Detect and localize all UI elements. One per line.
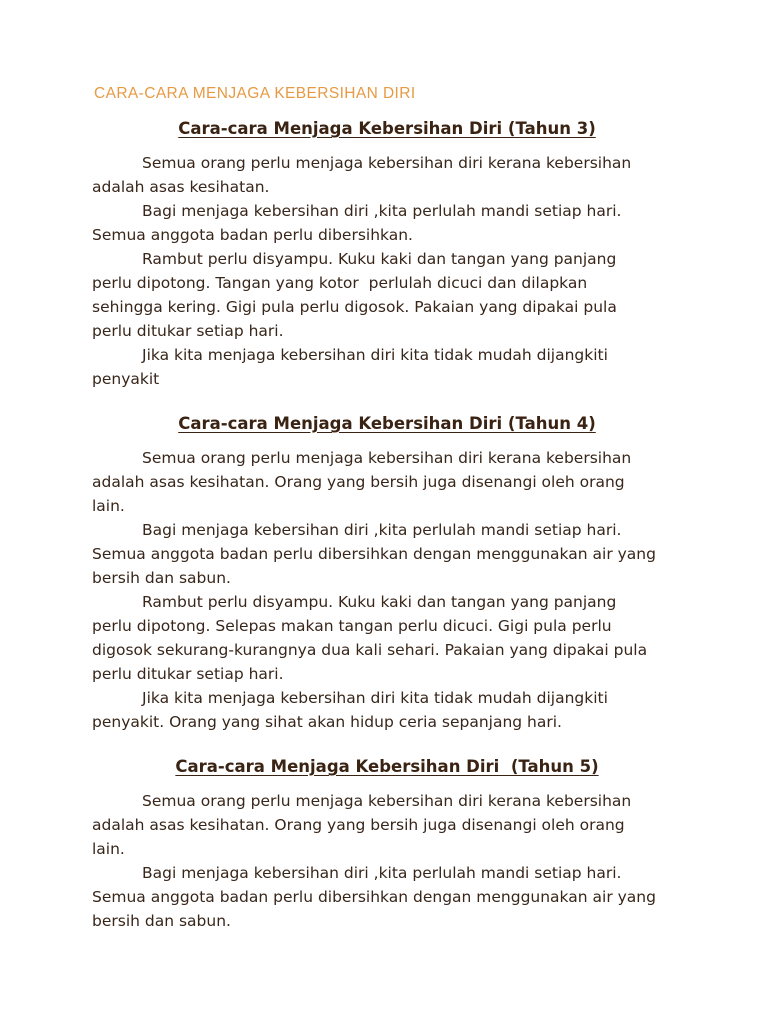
section	[92, 413, 682, 734]
section-heading: Cara-cara Menjaga Kebersihan Diri (Tahun 5)	[175, 757, 599, 776]
paragraph	[92, 199, 682, 247]
text-line: Semua orang perlu menjaga kebersihan diri kerana kebersihan	[142, 154, 632, 172]
paragraph	[92, 590, 682, 686]
text-line: Rambut perlu disyampu. Kuku kaki dan tangan yang panjang	[142, 593, 617, 611]
paragraph	[92, 789, 682, 861]
text-line: adalah asas kesihatan. Orang yang bersih juga disenangi oleh orang	[92, 816, 625, 834]
page-title: CARA-CARA MENJAGA KEBERSIHAN DIRI	[94, 85, 416, 102]
paragraph	[92, 518, 682, 590]
text-line: digosok sekurang-kurangnya dua kali sehari. Pakaian yang dipakai pula	[92, 641, 648, 659]
text-line: penyakit. Orang yang sihat akan hidup ceria sepanjang hari.	[92, 713, 562, 731]
text-line: perlu ditukar setiap hari.	[92, 322, 284, 340]
text-line: Bagi menjaga kebersihan diri ,kita perlulah mandi setiap hari.	[142, 864, 622, 882]
paragraph	[92, 686, 682, 734]
text-line: Semua anggota badan perlu dibersihkan dengan menggunakan air yang	[92, 545, 656, 563]
text-line: lain.	[92, 497, 125, 515]
section	[92, 118, 682, 391]
text-line: Semua orang perlu menjaga kebersihan diri kerana kebersihan	[142, 792, 632, 810]
text-line: Jika kita menjaga kebersihan diri kita tidak mudah dijangkiti	[142, 689, 608, 707]
text-line: Bagi menjaga kebersihan diri ,kita perlulah mandi setiap hari.	[142, 202, 622, 220]
paragraph	[92, 343, 682, 391]
text-line: Semua orang perlu menjaga kebersihan diri kerana kebersihan	[142, 449, 632, 467]
paragraph	[92, 861, 682, 933]
text-line: bersih dan sabun.	[92, 912, 231, 930]
text-line: perlu ditukar setiap hari.	[92, 665, 284, 683]
sections-container	[92, 118, 682, 933]
text-line: adalah asas kesihatan. Orang yang bersih juga disenangi oleh orang	[92, 473, 625, 491]
paragraph	[92, 247, 682, 343]
paragraph	[92, 446, 682, 518]
text-line: Rambut perlu disyampu. Kuku kaki dan tangan yang panjang	[142, 250, 617, 268]
text-line: Bagi menjaga kebersihan diri ,kita perlulah mandi setiap hari.	[142, 521, 622, 539]
text-line: Jika kita menjaga kebersihan diri kita tidak mudah dijangkiti	[142, 346, 608, 364]
text-line: Semua anggota badan perlu dibersihkan dengan menggunakan air yang	[92, 888, 656, 906]
section	[92, 756, 682, 933]
section-heading: Cara-cara Menjaga Kebersihan Diri (Tahun 4)	[178, 414, 596, 433]
text-line: bersih dan sabun.	[92, 569, 231, 587]
text-line: adalah asas kesihatan.	[92, 178, 270, 196]
text-line: sehingga kering. Gigi pula perlu digosok. Pakaian yang dipakai pula	[92, 298, 617, 316]
section-heading: Cara-cara Menjaga Kebersihan Diri (Tahun 3)	[178, 119, 596, 138]
text-line: lain.	[92, 840, 125, 858]
text-line: perlu dipotong. Tangan yang kotor perlulah dicuci dan dilapkan	[92, 274, 588, 292]
text-line: penyakit	[92, 370, 160, 388]
text-line: perlu dipotong. Selepas makan tangan perlu dicuci. Gigi pula perlu	[92, 617, 612, 635]
paragraph	[92, 151, 682, 199]
text-line: Semua anggota badan perlu dibersihkan.	[92, 226, 413, 244]
